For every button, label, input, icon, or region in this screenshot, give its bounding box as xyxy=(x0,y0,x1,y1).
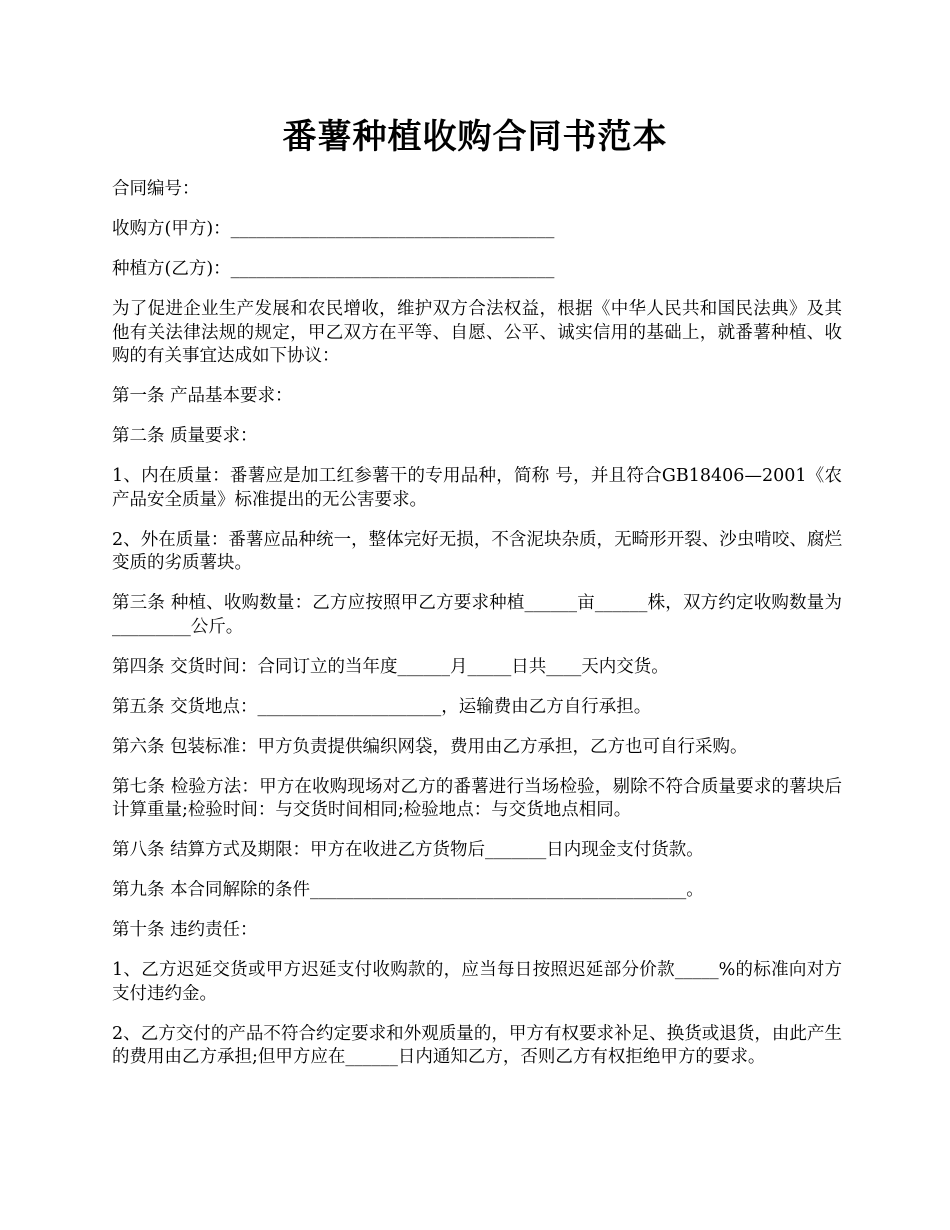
article-10: 第十条 违约责任： xyxy=(112,920,258,940)
article-4: 第四条 交货时间：合同订立的当年度______月_____日共____天内交货。 xyxy=(112,656,669,677)
article-2: 第二条 质量要求： xyxy=(112,426,258,446)
article-5: 第五条 交货地点：_____________________，运输费由乙方自行承担。 xyxy=(112,696,652,717)
document-title: 番薯种植收购合同书范本 xyxy=(282,117,668,157)
article-6: 第六条 包装标准：甲方负责提供编织网袋，费用由乙方承担，乙方也可自行采购。 xyxy=(112,736,748,757)
article-2-item-1: 1、内在质量：番薯应是加工红参薯干的专用品种，简称 号，并且符合GB18406—2001《农产品安全质量》标准提出的无公害要求。 xyxy=(112,466,842,510)
document-body xyxy=(112,178,842,1086)
article-10-item-1: 1、乙方迟延交货或甲方迟延支付收购款的，应当每日按照迟延部分价款_____%的标准向对方支付违约金。 xyxy=(112,960,842,1004)
preamble: 为了促进企业生产发展和农民增收，维护双方合法权益，根据《中华人民共和国民法典》及其他有关法律法规的规定，甲乙双方在平等、自愿、公平、诚实信用的基础上，就番薯种植、收购的有关事宜达成如下协议： xyxy=(112,299,842,366)
article-9: 第九条 本合同解除的条件___________________________________________。 xyxy=(112,880,704,900)
buyer-label: 收购方(甲方)： xyxy=(112,219,231,239)
article-8: 第八条 结算方式及期限：甲方在收进乙方货物后_______日内现金支付货款。 xyxy=(112,840,704,860)
article-3: 第三条 种植、收购数量：乙方应按照甲乙方要求种植______亩______株，双方约定收购数量为_________公斤。 xyxy=(112,593,842,637)
grower-blank: _____________________________________ xyxy=(230,259,555,279)
contract-number: 合同编号： xyxy=(112,179,200,199)
article-2-item-2: 2、外在质量：番薯应品种统一，整体完好无损，不含泥块杂质，无畸形开裂、沙虫啃咬、腐烂变质的劣质薯块。 xyxy=(112,529,842,573)
buyer-line xyxy=(112,218,842,242)
article-10-item-2: 2、乙方交付的产品不符合约定要求和外观质量的，甲方有权要求补足、换货或退货，由此产生的费用由乙方承担;但甲方应在______日内通知乙方，否则乙方有权拒绝甲方的要求。 xyxy=(112,1023,842,1067)
article-1: 第一条 产品基本要求： xyxy=(112,386,293,406)
grower-label: 种植方(乙方)： xyxy=(112,259,231,279)
grower-line xyxy=(112,258,842,282)
article-7: 第七条 检验方法：甲方在收购现场对乙方的番薯进行当场检验，剔除不符合质量要求的薯块后计算重量;检验时间：与交货时间相同;检验地点：与交货地点相同。 xyxy=(112,776,842,820)
buyer-blank: _____________________________________ xyxy=(230,219,555,239)
